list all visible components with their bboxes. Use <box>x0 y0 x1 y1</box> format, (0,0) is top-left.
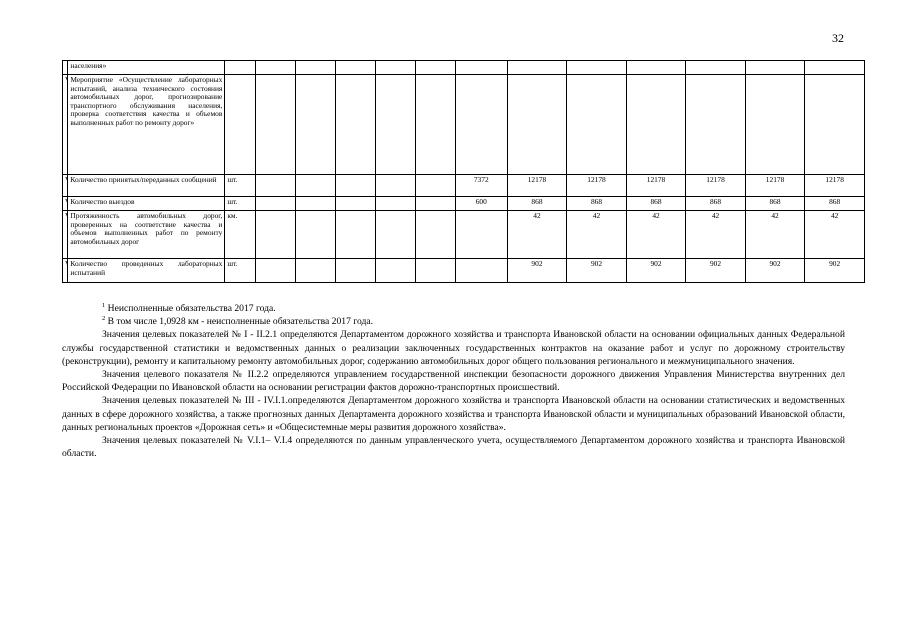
value-cell <box>295 211 335 259</box>
value-cell: 868 <box>686 197 746 211</box>
value-cell <box>375 259 415 283</box>
value-cell <box>805 61 865 75</box>
table-row <box>63 61 865 75</box>
value-cell <box>375 211 415 259</box>
row-unit-cell <box>225 61 255 75</box>
value-cell: 868 <box>507 197 567 211</box>
value-cell <box>295 259 335 283</box>
value-cell <box>626 61 686 75</box>
table-row <box>63 175 865 197</box>
value-cell <box>415 61 455 75</box>
value-cell <box>415 75 455 175</box>
value-cell: 42 <box>567 211 627 259</box>
value-cell: 902 <box>626 259 686 283</box>
value-cell <box>415 211 455 259</box>
value-cell: 902 <box>686 259 746 283</box>
paragraph: Значения целевых показателей № III - IV.I.1.определяются Департаментом дорожного хозяйства и транспорта Ивановской области на основании статистических и ведомственных данных в сфере дорожного хозяйства, а также прогнозных данных Департамента дорожного хозяйства и транспорта Ивановской области и муниципальных образований Ивановской области, данных региональных проектов «Дорожная сеть» и «Общесистемные меры развития дорожного хозяйства». <box>62 395 845 433</box>
value-cell <box>255 75 295 175</box>
value-cell <box>626 75 686 175</box>
value-cell: 42 <box>745 211 805 259</box>
value-cell <box>686 75 746 175</box>
row-description-cell: Мероприятие «Осуществление лабораторных испытаний, анализа технического состояния автомобильных дорог, прогнозирование транспортного обслуживания населения, проверка соответствия качества и объемов выполненных работ по ремонту дорог» <box>68 75 225 175</box>
row-description-cell: населения» <box>68 61 225 75</box>
value-cell <box>745 61 805 75</box>
indicators-table <box>62 60 865 283</box>
value-cell <box>295 175 335 197</box>
value-cell: 12178 <box>626 175 686 197</box>
value-cell <box>455 61 507 75</box>
value-cell <box>507 75 567 175</box>
value-cell: 868 <box>745 197 805 211</box>
row-description-cell: Количество выездов <box>68 197 225 211</box>
value-cell <box>375 197 415 211</box>
table-row <box>63 259 865 283</box>
footnote-mark: 2 <box>102 315 106 323</box>
value-cell <box>335 211 375 259</box>
value-cell <box>375 175 415 197</box>
value-cell <box>507 61 567 75</box>
value-cell: 868 <box>626 197 686 211</box>
paragraph: Значения целевых показателей № V.I.1– V.I.4 определяются по данным управленческого учета, осуществляемого Департаментом дорожного хозяйства и транспорта Ивановской области. <box>62 435 845 460</box>
value-cell <box>335 259 375 283</box>
row-unit-cell: шт. <box>225 175 255 197</box>
notes-section <box>62 302 845 460</box>
value-cell: 902 <box>567 259 627 283</box>
value-cell <box>455 259 507 283</box>
value-cell: 42 <box>686 211 746 259</box>
value-cell: 7372 <box>455 175 507 197</box>
value-cell: 42 <box>626 211 686 259</box>
value-cell <box>335 75 375 175</box>
paragraph: Значения целевых показателей № I - II.2.1 определяются Департаментом дорожного хозяйства и транспорта Ивановской области на основании официальных данных Федеральной службы государственной статистики и ведомственных данных о реализации заключенных государственных контрактов на оказание работ и услуг по дорожному строительству (реконструкции), ремонту и капитальному ремонту автомобильных дорог, содержанию автомобильных дорог общего пользования регионального и межмуниципального значения. <box>62 329 845 367</box>
value-cell <box>255 259 295 283</box>
paragraph: Значения целевого показателя № II.2.2 определяются управлением государственной инспекции безопасности дорожного движения Управления Министерства внутренних дел Российской Федерации по Ивановской области на основании регистрации фактов дорожно-транспортных происшествий. <box>62 369 845 394</box>
value-cell: 42 <box>507 211 567 259</box>
footnote-text: Неисполненные обязательства 2017 года. <box>107 303 276 314</box>
value-cell: 902 <box>507 259 567 283</box>
table-row <box>63 197 865 211</box>
row-unit-cell: шт. <box>225 197 255 211</box>
value-cell <box>335 61 375 75</box>
value-cell <box>455 211 507 259</box>
value-cell <box>415 259 455 283</box>
value-cell: 12178 <box>567 175 627 197</box>
value-cell <box>375 75 415 175</box>
value-cell <box>375 61 415 75</box>
value-cell: 12178 <box>805 175 865 197</box>
row-unit-cell: шт. <box>225 259 255 283</box>
value-cell <box>415 197 455 211</box>
value-cell <box>295 75 335 175</box>
value-cell: 902 <box>805 259 865 283</box>
value-cell <box>455 75 507 175</box>
value-cell: 12178 <box>745 175 805 197</box>
value-cell: 42 <box>805 211 865 259</box>
value-cell <box>295 61 335 75</box>
value-cell: 902 <box>745 259 805 283</box>
table-row <box>63 75 865 175</box>
value-cell <box>335 175 375 197</box>
row-description-cell: Количество принятых/переданных сообщений <box>68 175 225 197</box>
table-row <box>63 211 865 259</box>
value-cell <box>415 175 455 197</box>
footnote-mark: 1 <box>102 301 106 309</box>
row-description-cell: Протяженность автомобильных дорог, проверенных на соответствие качества и объемов выполненных работ по ремонту автомобильных дорог <box>68 211 225 259</box>
value-cell <box>335 197 375 211</box>
value-cell: 12178 <box>686 175 746 197</box>
value-cell <box>255 197 295 211</box>
row-unit-cell: км. <box>225 211 255 259</box>
row-description-cell: Количество проведенных лабораторных испытаний <box>68 259 225 283</box>
footnote-text: В том числе 1,0928 км - неисполненные обязательства 2017 года. <box>107 316 374 328</box>
value-cell: 868 <box>567 197 627 211</box>
value-cell <box>567 61 627 75</box>
value-cell <box>295 197 335 211</box>
row-unit-cell <box>225 75 255 175</box>
value-cell: 600 <box>455 197 507 211</box>
page-number: 32 <box>832 31 844 45</box>
footnote-2 <box>62 315 845 328</box>
footnote-1 <box>62 302 845 315</box>
value-cell <box>745 75 805 175</box>
value-cell <box>805 75 865 175</box>
value-cell <box>255 211 295 259</box>
value-cell <box>255 61 295 75</box>
value-cell <box>255 175 295 197</box>
value-cell <box>567 75 627 175</box>
value-cell: 868 <box>805 197 865 211</box>
value-cell <box>686 61 746 75</box>
value-cell: 12178 <box>507 175 567 197</box>
